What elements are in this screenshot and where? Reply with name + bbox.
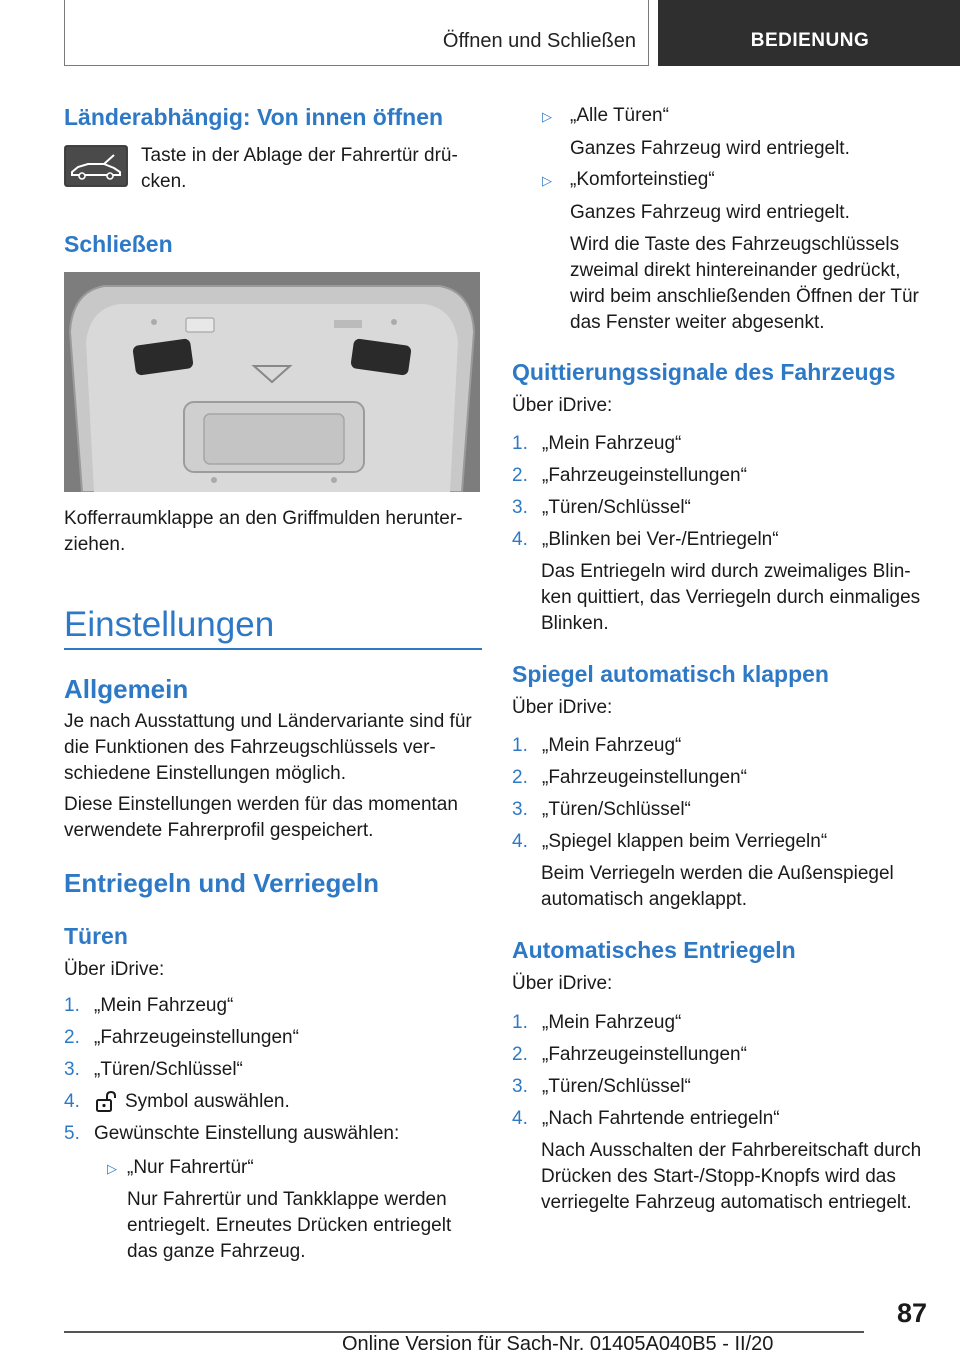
auto-via-idrive: Über iDrive:	[512, 973, 613, 994]
doors-via-idrive: Über iDrive:	[64, 959, 165, 980]
heading-settings: Einstellungen	[64, 605, 275, 644]
header-section-box	[64, 0, 649, 66]
heading-signals: Quittierungssignale des Fahrzeugs	[512, 359, 896, 385]
footer-online-version: Online Version für Sach-Nr. 01405A040B5 - II/20	[342, 1333, 774, 1355]
trunk-lid-image	[64, 272, 480, 492]
close-text: Kofferraumklappe an den Griffmulden herunter- ziehen.	[64, 508, 463, 555]
heading-country-open: Länderabhängig: Von innen öffnen	[64, 104, 444, 130]
heading-doors: Türen	[64, 923, 128, 949]
header-chapter-tag: BEDIENUNG	[750, 30, 870, 51]
header-section-title: Öffnen und Schließen	[442, 30, 636, 52]
heading-mirror: Spiegel automatisch klappen	[512, 661, 829, 687]
general-paragraph-2: Diese Einstellungen werden für das momentan verwendete Fahrerprofil gespeichert.	[64, 794, 458, 841]
signals-via-idrive: Über iDrive:	[512, 395, 613, 416]
triangle-right-icon: ▷	[542, 173, 552, 188]
car-trunk-open-icon	[64, 145, 128, 187]
triangle-right-icon: ▷	[107, 1161, 117, 1176]
unlock-padlock-icon	[94, 1091, 120, 1121]
heading-settings-rule	[64, 648, 482, 650]
heading-lock-unlock: Entriegeln und Verriegeln	[64, 868, 379, 898]
heading-auto-unlock: Automatisches Entriegeln	[512, 937, 796, 963]
triangle-right-icon: ▷	[542, 109, 552, 124]
heading-general: Allgemein	[64, 674, 189, 704]
mirror-via-idrive: Über iDrive:	[512, 697, 613, 718]
auto-description: Nach Ausschalten der Fahrbereitschaft durch Drücken des Start-/Stopp-Knopfs wird das verriegelte Fahrzeug automatisch entriegelt.	[541, 1140, 922, 1213]
page-number: 87	[896, 1298, 927, 1328]
signals-description: Das Entriegeln wird durch zweimaliges Blin- ken quittiert, das Verriegeln durch einmaliges Blinken.	[541, 561, 921, 634]
header-chapter-box	[658, 0, 960, 66]
mirror-description: Beim Verriegeln werden die Außenspiegel automatisch angeklappt.	[541, 863, 894, 910]
general-paragraph-1: Je nach Ausstattung und Ländervariante sind für die Funktionen des Fahrzeugschlüssels ver- schiedene Einstellungen möglich.	[64, 711, 472, 784]
heading-close: Schließen	[64, 231, 173, 257]
country-open-text: Taste in der Ablage der Fahrertür drü- cken.	[141, 145, 458, 192]
